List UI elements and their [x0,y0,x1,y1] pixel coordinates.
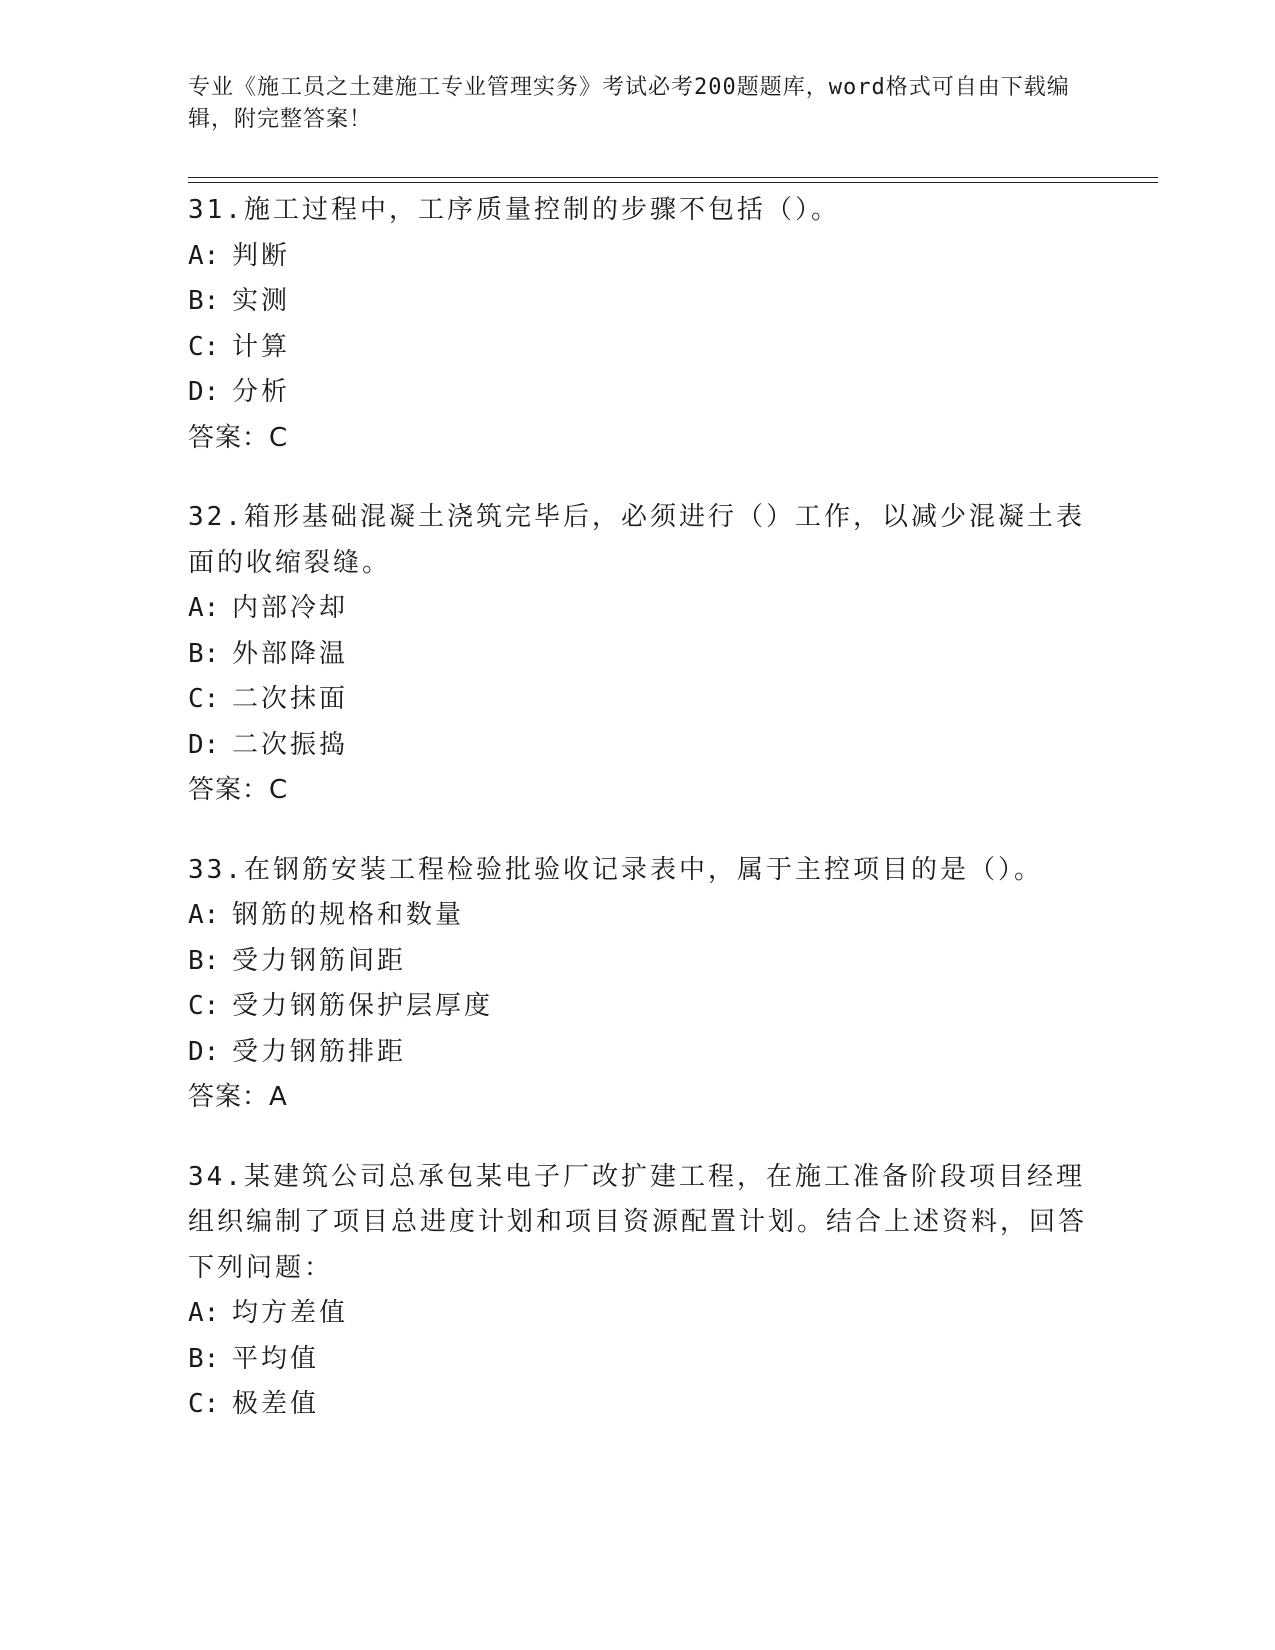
option-key: B: [188,286,220,316]
option-text: 受力钢筋保护层厚度 [232,991,494,1021]
option-text: 内部冷却 [232,593,349,623]
option-text: 受力钢筋间距 [232,945,407,976]
option-key: A: [188,593,220,623]
option-a [188,1291,1088,1337]
question-stem: 34.某建筑公司总承包某电子厂改扩建工程，在施工准备阶段项目经理组织编制了项目总进度计划和项目资源配置计划。结合上述资料，回答下列问题： [188,1161,1088,1283]
option-key: B: [188,638,220,669]
option-c [188,325,1088,371]
option-key: A: [188,240,220,271]
option-key: D: [188,729,220,760]
option-text: 计算 [232,331,291,362]
header-divider-top [188,177,1158,178]
option-c [188,677,1088,723]
option-b [188,1337,1088,1383]
option-key: C: [188,1389,220,1419]
option-key: D: [188,1036,220,1067]
option-text: 二次振捣 [232,729,349,760]
option-text: 实测 [232,286,291,316]
option-text: 平均值 [232,1343,320,1374]
document-header: 专业《施工员之土建施工专业管理实务》考试必考200题题库，word格式可自由下载编辑，附完整答案！ [188,75,1070,132]
option-key: A: [188,900,220,930]
option-key: A: [188,1298,220,1328]
option-d [188,723,1088,769]
question-stem: 31.施工过程中，工序质量控制的步骤不包括（）。 [188,195,840,225]
option-key: C: [188,331,220,362]
option-b [188,939,1088,985]
option-a [188,234,1088,280]
option-key: D: [188,377,220,407]
option-a [188,586,1088,632]
option-c [188,1382,1088,1428]
question-33 [188,848,1088,1121]
option-b [188,632,1088,678]
option-key: B: [188,1343,220,1374]
option-d [188,370,1088,416]
question-34 [188,1155,1088,1428]
option-text: 判断 [232,240,291,271]
header-divider-bottom [188,182,1158,183]
answer-line: 答案：C [188,775,289,805]
option-text: 极差值 [232,1389,320,1419]
question-31 [188,188,1088,461]
question-32 [188,495,1088,814]
question-list [188,188,1088,1462]
question-stem: 33.在钢筋安装工程检验批验收记录表中，属于主控项目的是（）。 [188,854,1043,885]
option-text: 分析 [232,377,291,407]
option-text: 外部降温 [232,638,349,669]
option-key: B: [188,945,220,976]
option-text: 均方差值 [232,1298,349,1328]
answer-line: 答案：A [188,1082,288,1112]
option-text: 受力钢筋排距 [232,1036,407,1067]
question-stem: 32.箱形基础混凝土浇筑完毕后，必须进行（）工作，以减少混凝土表面的收缩裂缝。 [188,502,1085,578]
answer-line: 答案：C [188,422,289,453]
option-a [188,893,1088,939]
option-key: C: [188,684,220,714]
option-text: 钢筋的规格和数量 [232,900,465,930]
option-key: C: [188,991,220,1021]
option-c [188,984,1088,1030]
option-b [188,279,1088,325]
option-d [188,1030,1088,1076]
option-text: 二次抹面 [232,684,349,714]
